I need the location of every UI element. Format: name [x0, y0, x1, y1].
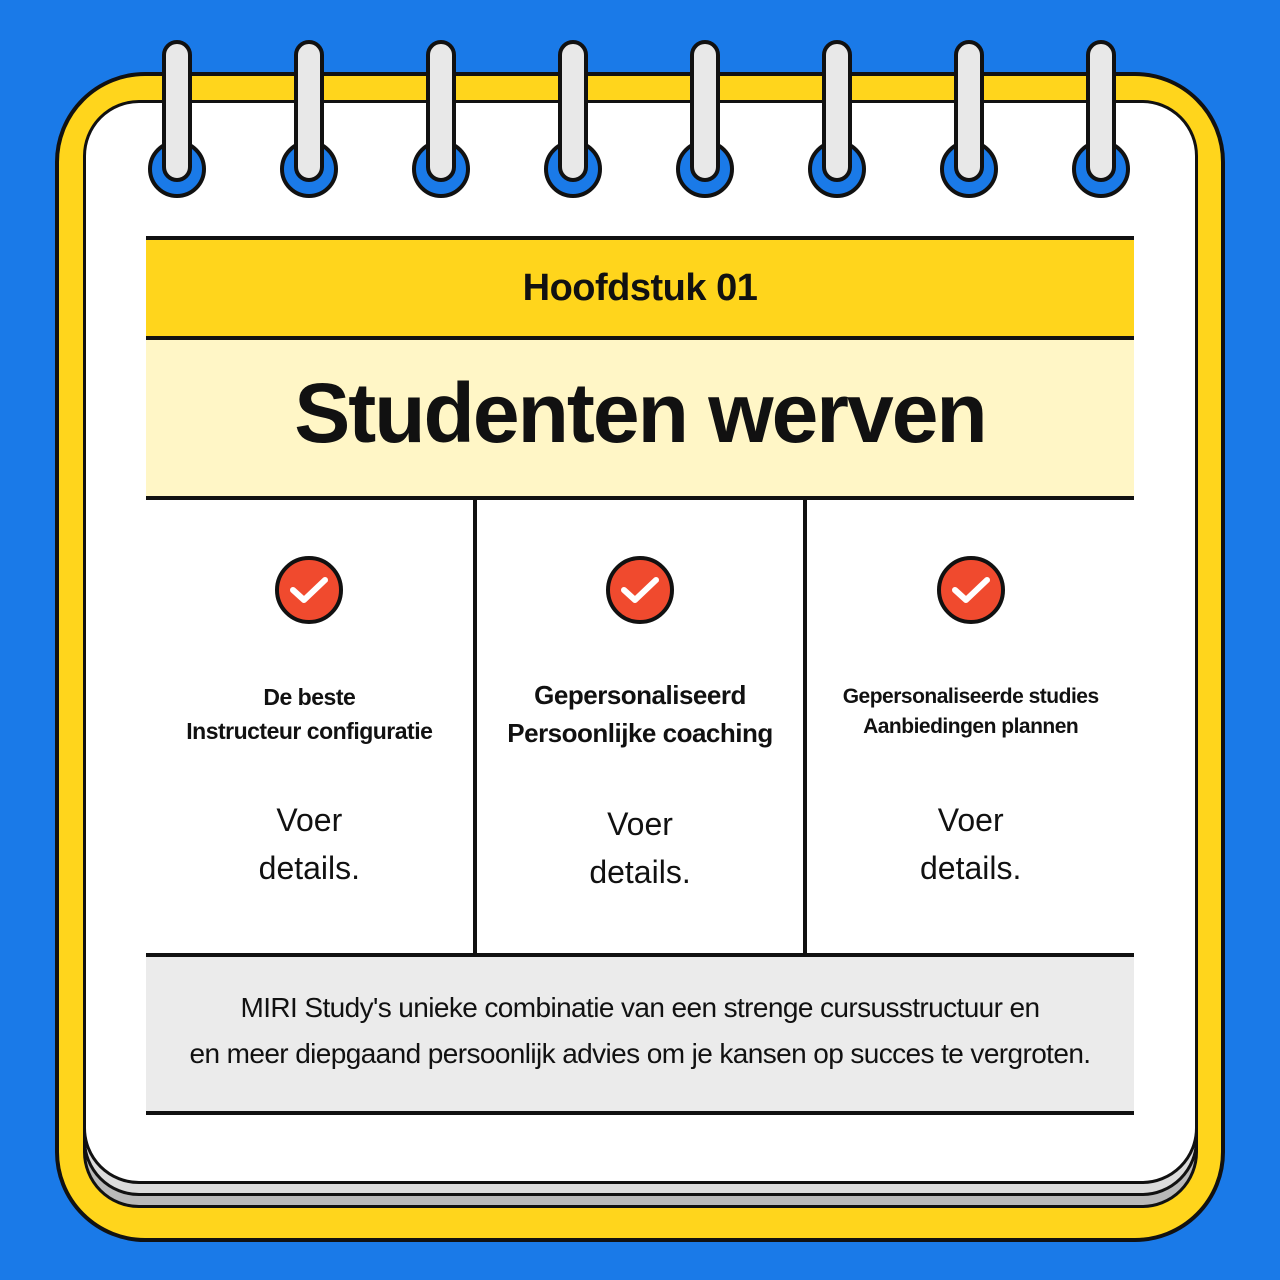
ring-wire	[558, 40, 588, 182]
feature-heading-line: Gepersonaliseerd	[534, 680, 746, 710]
feature-column-2	[473, 500, 804, 953]
feature-heading-line: De beste	[263, 684, 356, 710]
ring-wire	[690, 40, 720, 182]
ring-wire	[162, 40, 192, 182]
feature-heading-line: Aanbiedingen plannen	[863, 715, 1079, 738]
feature-column-1	[146, 500, 473, 953]
feature-body-line: Voer	[937, 802, 1004, 838]
feature-heading	[477, 676, 804, 752]
feature-body-line: details.	[919, 850, 1022, 886]
feature-column-3	[803, 500, 1134, 953]
feature-body	[477, 800, 804, 896]
ring-wire	[294, 40, 324, 182]
footer-description	[146, 957, 1134, 1115]
footer-line: en meer diepgaand persoonlijk advies om je kansen op succes te vergroten.	[189, 1038, 1091, 1069]
ring-wire	[822, 40, 852, 182]
feature-heading-line: Instructeur configuratie	[186, 718, 433, 744]
feature-heading-line: Gepersonaliseerde studies	[842, 685, 1099, 708]
feature-body-line: details.	[258, 850, 361, 886]
footer-line: MIRI Study's unieke combinatie van een strenge cursusstructuur en	[240, 992, 1040, 1023]
feature-body-line: details.	[589, 854, 691, 890]
feature-heading-line: Persoonlijke coaching	[507, 718, 773, 748]
check-circle-icon	[275, 556, 343, 624]
check-circle-icon	[937, 556, 1005, 624]
feature-body-line: Voer	[276, 802, 343, 838]
page-title: Studenten werven	[146, 340, 1134, 500]
ring-wire	[954, 40, 984, 182]
feature-heading	[807, 682, 1134, 742]
feature-columns	[146, 500, 1134, 957]
feature-body	[146, 796, 473, 892]
feature-heading	[146, 680, 473, 748]
chapter-label: Hoofdstuk 01	[146, 236, 1134, 340]
check-circle-icon	[606, 556, 674, 624]
ring-wire	[426, 40, 456, 182]
feature-body-line: Voer	[607, 806, 673, 842]
ring-wire	[1086, 40, 1116, 182]
feature-body	[807, 796, 1134, 892]
